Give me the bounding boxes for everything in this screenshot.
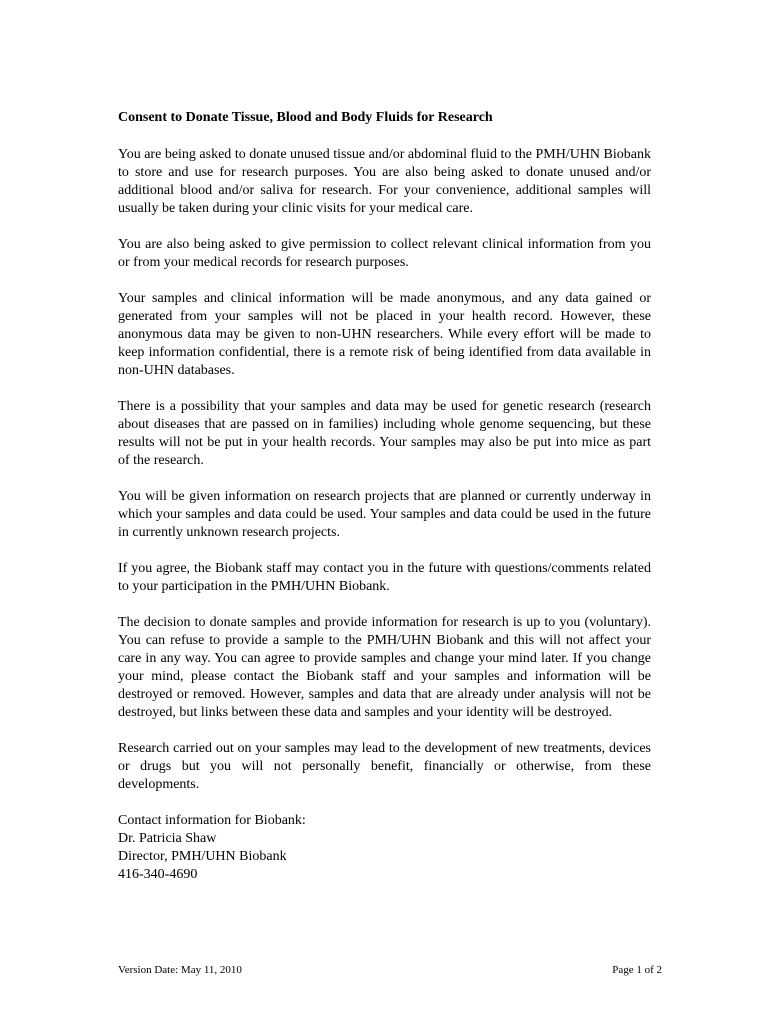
paragraph-research-projects: You will be given information on research projects that are planned or currently underway in which your samples and data could be used. Your samples and data could be used in the future in currently unknown research projects.	[118, 489, 651, 540]
page-number: Page 1 of 2	[612, 964, 662, 976]
page-footer	[118, 963, 662, 977]
paragraph-benefits: Research carried out on your samples may lead to the development of new treatments, devices or drugs but you will not personally benefit, financially or otherwise, from these developments.	[118, 741, 651, 792]
paragraph-future-contact: If you agree, the Biobank staff may contact you in the future with questions/comments related to your participation in the PMH/UHN Biobank.	[118, 561, 651, 594]
contact-name: Dr. Patricia Shaw	[118, 831, 217, 846]
document-body	[118, 108, 651, 884]
contact-role: Director, PMH/UHN Biobank	[118, 849, 287, 864]
paragraph-clinical-information: You are also being asked to give permission to collect relevant clinical information from you or from your medical records for research purposes.	[118, 237, 651, 270]
paragraph-voluntary: The decision to donate samples and provide information for research is up to you (voluntary). You can refuse to provide a sample to the PMH/UHN Biobank and this will not affect your care in any way. You can agree to provide samples and change your mind later. If you change your mind, please contact the Biobank staff and your samples and information will be destroyed or removed. However, samples and data that are already under analysis will not be destroyed, but links between these data and samples and your identity will be destroyed.	[118, 615, 651, 720]
version-date: Version Date: May 11, 2010	[118, 964, 242, 976]
paragraph-genetic-research: There is a possibility that your samples and data may be used for genetic research (research about diseases that are passed on in families) including whole genome sequencing, but these results will not be put in your health records. Your samples may also be put into mice as part of the research.	[118, 399, 651, 468]
contact-phone: 416-340-4690	[118, 867, 198, 882]
paragraph-donation-request: You are being asked to donate unused tissue and/or abdominal fluid to the PMH/UHN Biobank to store and use for research purposes. You are also being asked to donate unused and/or additional blood and/or saliva for research. For your convenience, additional samples will usually be taken during your clinic visits for your medical care.	[118, 147, 651, 216]
document-title: Consent to Donate Tissue, Blood and Body Fluids for Research	[118, 110, 493, 125]
contact-block	[118, 812, 651, 884]
contact-heading: Contact information for Biobank:	[118, 813, 306, 828]
paragraph-anonymity: Your samples and clinical information will be made anonymous, and any data gained or generated from your samples will not be placed in your health record. However, these anonymous data may be given to non-UHN researchers. While every effort will be made to keep information confidential, there is a remote risk of being identified from data available in non-UHN databases.	[118, 291, 651, 378]
